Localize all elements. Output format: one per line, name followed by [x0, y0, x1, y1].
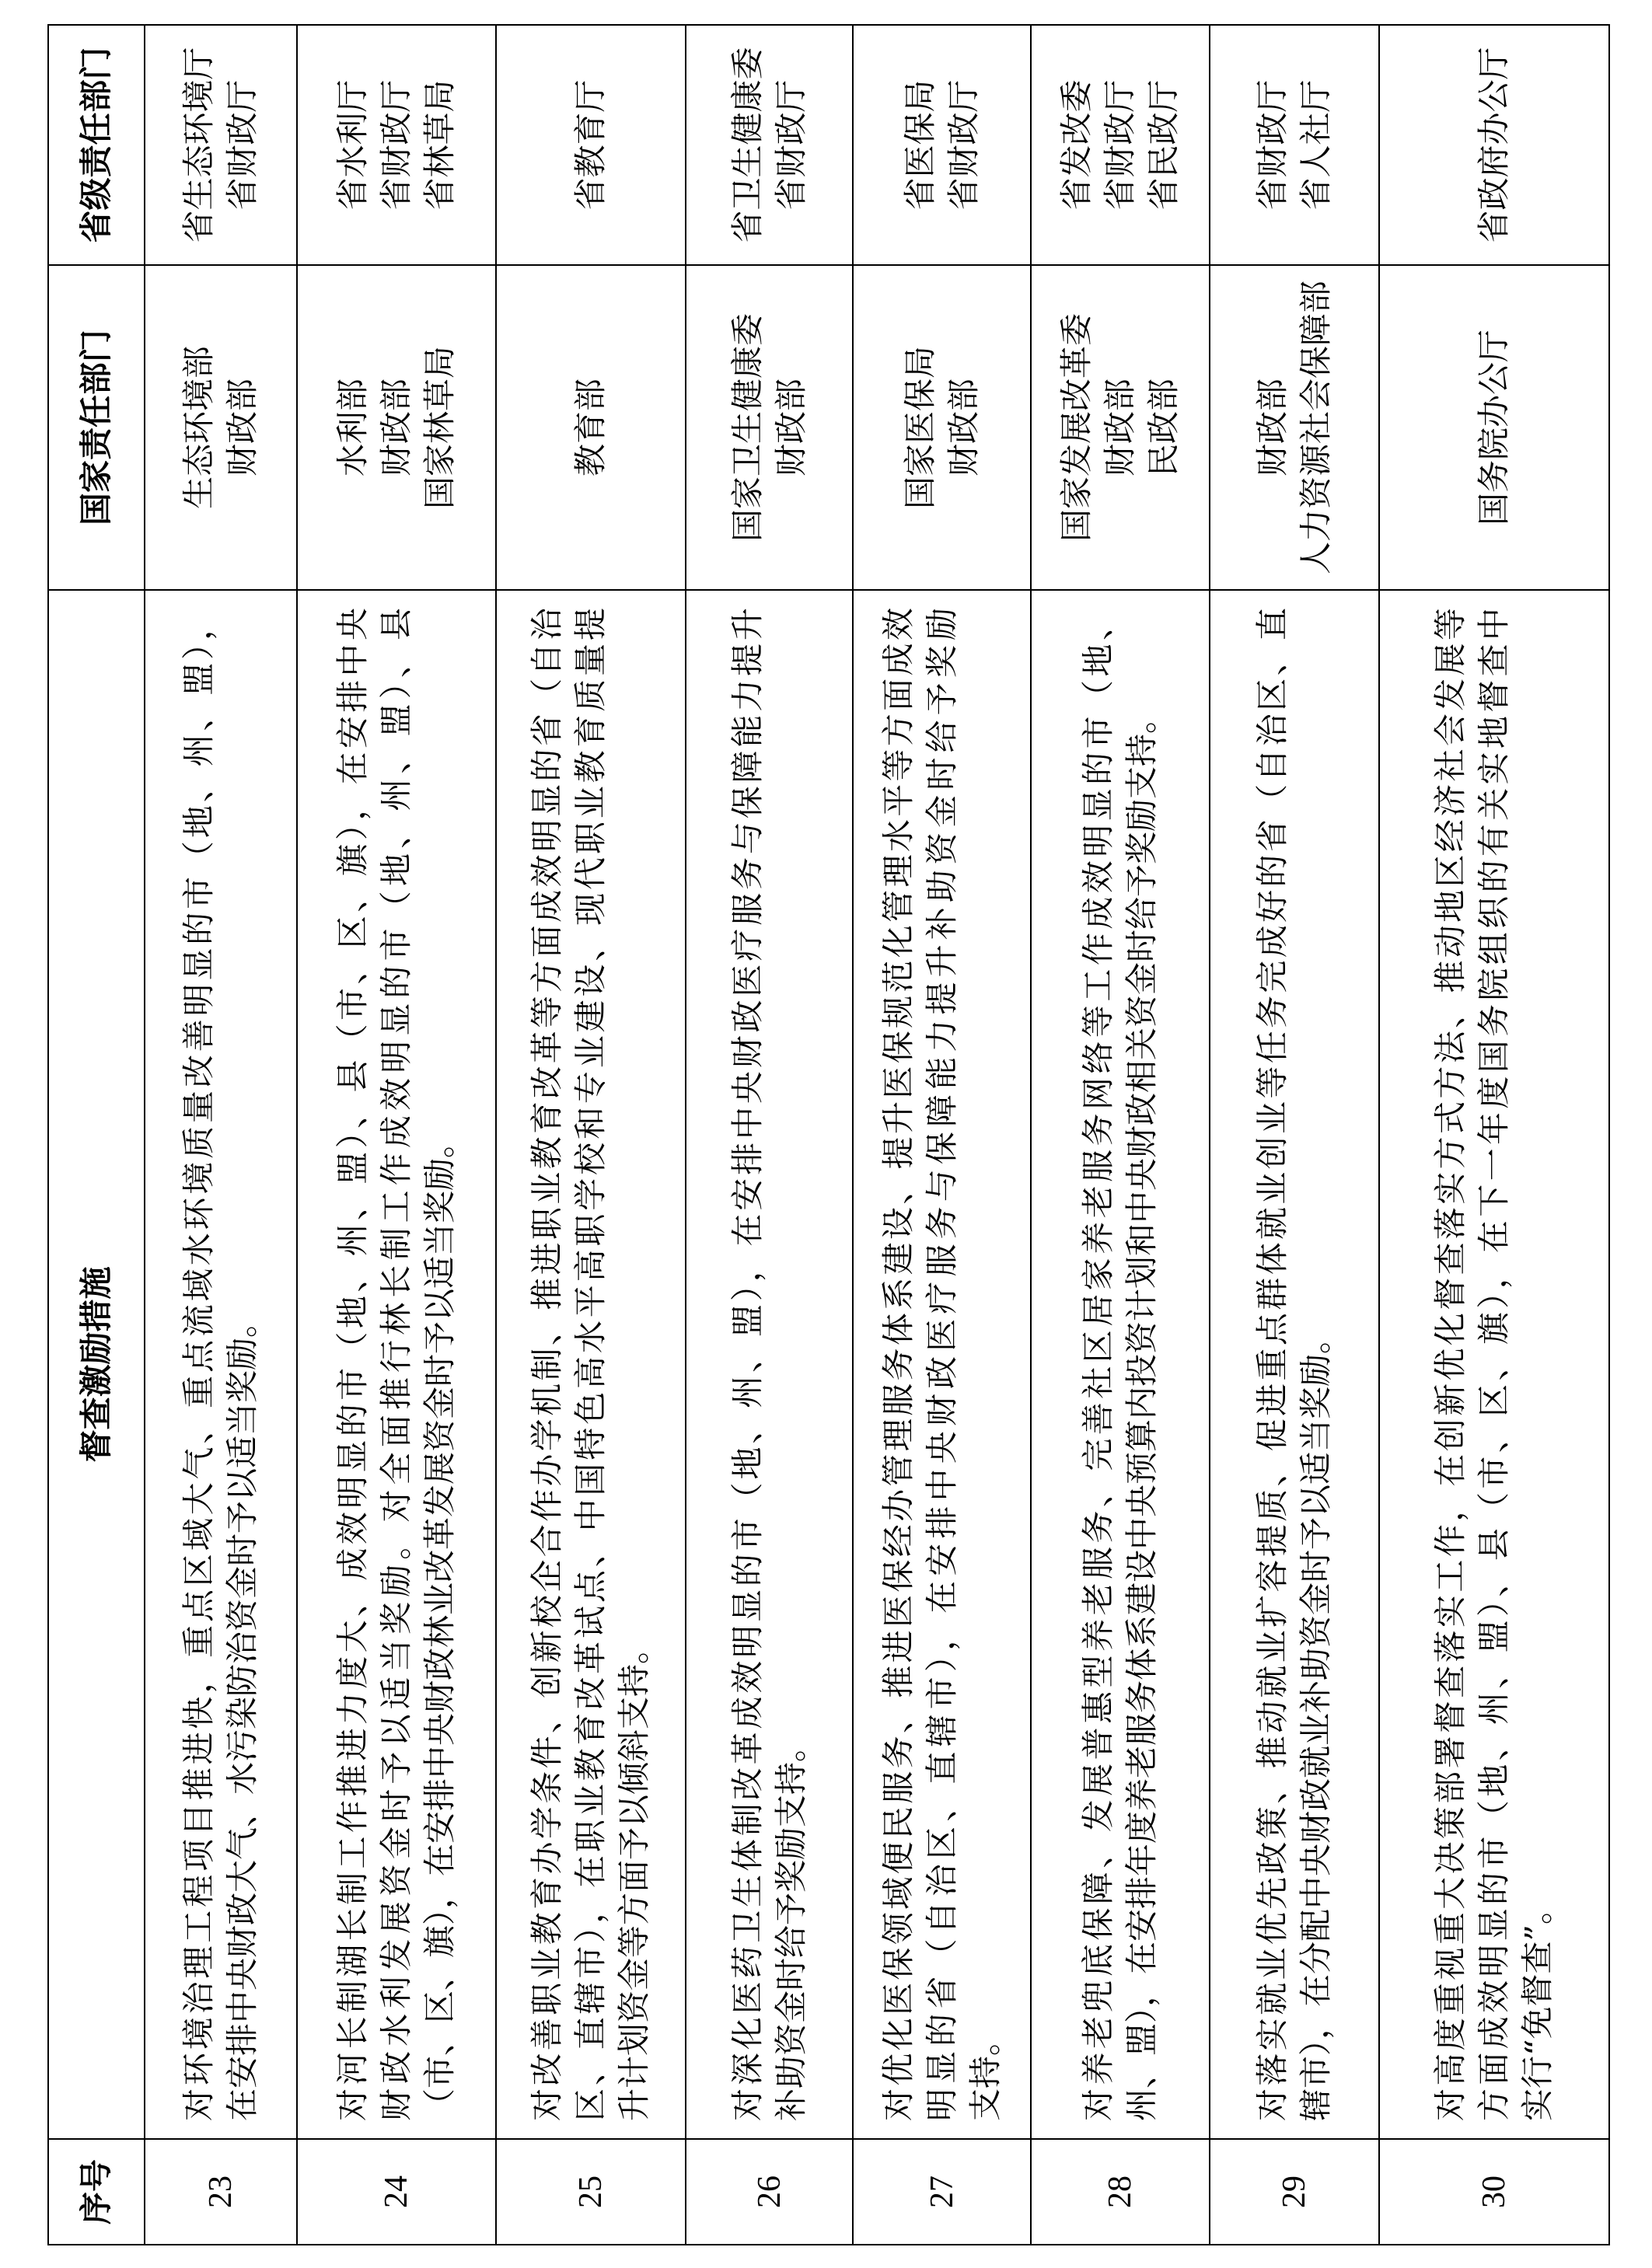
measure-line: （市、区、旗），在安排中央财政林业改革发展资金时予以适当奖励。	[421, 1125, 459, 2121]
header-provincial-dept: 省级责任部门	[48, 25, 145, 265]
national-dept: 民政部	[1144, 379, 1182, 477]
measure-line: 辖市），在分配中央财政就业补助资金时予以适当奖励。	[1297, 1321, 1335, 2121]
provincial-dept: 省林草局	[421, 79, 459, 211]
national-dept-cell	[297, 265, 496, 590]
measure-cell	[1210, 590, 1379, 2139]
table-row	[496, 25, 686, 2245]
table-row	[686, 25, 853, 2245]
provincial-dept: 省人社厅	[1297, 79, 1335, 211]
national-dept-cell	[1379, 265, 1609, 590]
national-dept-cell	[145, 265, 297, 590]
national-dept-cell	[496, 265, 686, 590]
provincial-dept-cell	[853, 25, 1031, 265]
measure-line: 实行“免督查”。	[1518, 1892, 1556, 2121]
provincial-dept: 省发改委	[1057, 79, 1095, 211]
row-index: 27	[853, 2139, 1031, 2245]
table-row	[1379, 25, 1609, 2245]
measure-line: 升计划资金等方面予以倾斜支持。	[615, 1631, 653, 2121]
national-dept: 国家林草局	[421, 346, 459, 510]
measure-line: 支持。	[966, 2022, 1004, 2121]
provincial-dept-cell	[1379, 25, 1609, 265]
national-dept: 国务院办公厅	[1475, 330, 1513, 526]
provincial-dept: 省财政厅	[1253, 79, 1291, 211]
national-dept-cell	[1031, 265, 1210, 590]
provincial-dept-cell	[297, 25, 496, 265]
table-row	[145, 25, 297, 2245]
national-dept: 国家医保局	[900, 346, 939, 510]
national-dept: 财政部	[223, 379, 261, 477]
national-dept: 财政部	[771, 379, 810, 477]
provincial-dept-cell	[686, 25, 853, 265]
table-row	[1031, 25, 1210, 2245]
incentive-measures-table	[47, 24, 1610, 2245]
measure-line: 对河长制湖长制工作推进力度大、成效明显的市（地、州、盟）、县（市、区、旗），在安排中央	[334, 608, 372, 2121]
measure-cell	[686, 590, 853, 2139]
national-dept: 国家发展改革委	[1057, 313, 1095, 543]
national-dept: 教育部	[571, 379, 609, 477]
provincial-dept: 省财政厅	[771, 79, 810, 211]
provincial-dept: 省卫生健康委	[728, 47, 767, 243]
measure-cell	[297, 590, 496, 2139]
national-dept: 生态环境部	[180, 346, 218, 510]
national-dept: 财政部	[377, 379, 415, 477]
national-dept: 水利部	[334, 379, 372, 477]
provincial-dept-cell	[496, 25, 686, 265]
national-dept-cell	[1210, 265, 1379, 590]
measure-line: 区、直辖市），在职业教育改革试点、中国特色高水平高职学校和专业建设、现代职业教育质量提	[571, 608, 609, 2121]
provincial-dept-cell	[1210, 25, 1379, 265]
provincial-dept: 省水利厅	[334, 79, 372, 211]
measure-line: 对改善职业教育办学条件、创新校企合作办学机制、推进职业教育改革等方面成效明显的省（自治	[528, 608, 566, 2121]
table-row	[297, 25, 496, 2245]
row-index: 25	[496, 2139, 686, 2245]
provincial-dept: 省政府办公厅	[1475, 47, 1513, 243]
measure-line: 对环境治理工程项目推进快，重点区域大气、重点流域水环境质量改善明显的市（地、州、盟），	[180, 608, 218, 2121]
measure-line: 补助资金时给予奖励支持。	[771, 1729, 810, 2121]
row-index: 23	[145, 2139, 297, 2245]
rotated-table-container	[47, 26, 1608, 2245]
provincial-dept-cell	[145, 25, 297, 265]
provincial-dept: 省财政厅	[377, 79, 415, 211]
header-index: 序号	[48, 2139, 145, 2245]
measure-line: 州、盟），在安排年度养老服务体系建设中央预算内投资计划和中央财政相关资金时给予奖励支持。	[1123, 700, 1161, 2121]
measure-line: 方面成效明显的市（地、州、盟）、县（市、区、旗），在下一年度国务院组织的有关实地督查中	[1475, 608, 1513, 2121]
provincial-dept: 省民政厅	[1144, 79, 1182, 211]
provincial-dept: 省教育厅	[571, 79, 609, 211]
measure-cell	[853, 590, 1031, 2139]
national-dept: 财政部	[1101, 379, 1139, 477]
provincial-dept: 省医保局	[900, 79, 939, 211]
measure-cell	[1031, 590, 1210, 2139]
measure-line: 财政水利发展资金时予以适当奖励。对全面推行林长制工作成效明显的市（地、州、盟）、县	[377, 608, 415, 2121]
provincial-dept: 省财政厅	[1101, 79, 1139, 211]
measure-cell	[145, 590, 297, 2139]
measure-line: 对养老兜底保障、发展普惠型养老服务、完善社区居家养老服务网络等工作成效明显的市（地、	[1079, 608, 1117, 2121]
national-dept: 财政部	[1253, 379, 1291, 477]
national-dept: 国家卫生健康委	[728, 313, 767, 543]
row-index: 29	[1210, 2139, 1379, 2245]
row-index: 26	[686, 2139, 853, 2245]
measure-line: 在安排中央财政大气、水污染防治资金时予以适当奖励。	[223, 1304, 261, 2121]
table-row	[853, 25, 1031, 2245]
measure-line: 明显的省（自治区、直辖市），在安排中央财政医疗服务与保障能力提升补助资金时给予奖励	[922, 608, 961, 2121]
measure-line: 对优化医保领域便民服务、推进医保经办管理服务体系建设、提升医保规范化管理水平等方面成效	[878, 608, 917, 2121]
national-dept: 人力资源社会保障部	[1297, 281, 1335, 575]
row-index: 30	[1379, 2139, 1609, 2245]
national-dept-cell	[686, 265, 853, 590]
provincial-dept: 省财政厅	[944, 79, 983, 211]
table-row	[1210, 25, 1379, 2245]
provincial-dept-cell	[1031, 25, 1210, 265]
measure-line: 对高度重视重大决策部署督查落实工作，在创新优化督查落实方式方法、推动地区经济社会发展等	[1431, 608, 1469, 2121]
national-dept-cell	[853, 265, 1031, 590]
header-measure: 督查激励措施	[48, 590, 145, 2139]
row-index: 24	[297, 2139, 496, 2245]
provincial-dept: 省财政厅	[223, 79, 261, 211]
measure-line: 对落实就业优先政策、推动就业扩容提质、促进重点群体就业创业等任务完成好的省（自治区、直	[1253, 608, 1291, 2121]
measure-line: 对深化医药卫生体制改革成效明显的市（地、州、盟），在安排中央财政医疗服务与保障能力提升	[728, 608, 767, 2121]
header-national-dept: 国家责任部门	[48, 265, 145, 590]
national-dept: 财政部	[944, 379, 983, 477]
measure-cell	[496, 590, 686, 2139]
measure-cell	[1379, 590, 1609, 2139]
row-index: 28	[1031, 2139, 1210, 2245]
provincial-dept: 省生态环境厅	[180, 47, 218, 243]
table-header-row	[48, 25, 145, 2245]
